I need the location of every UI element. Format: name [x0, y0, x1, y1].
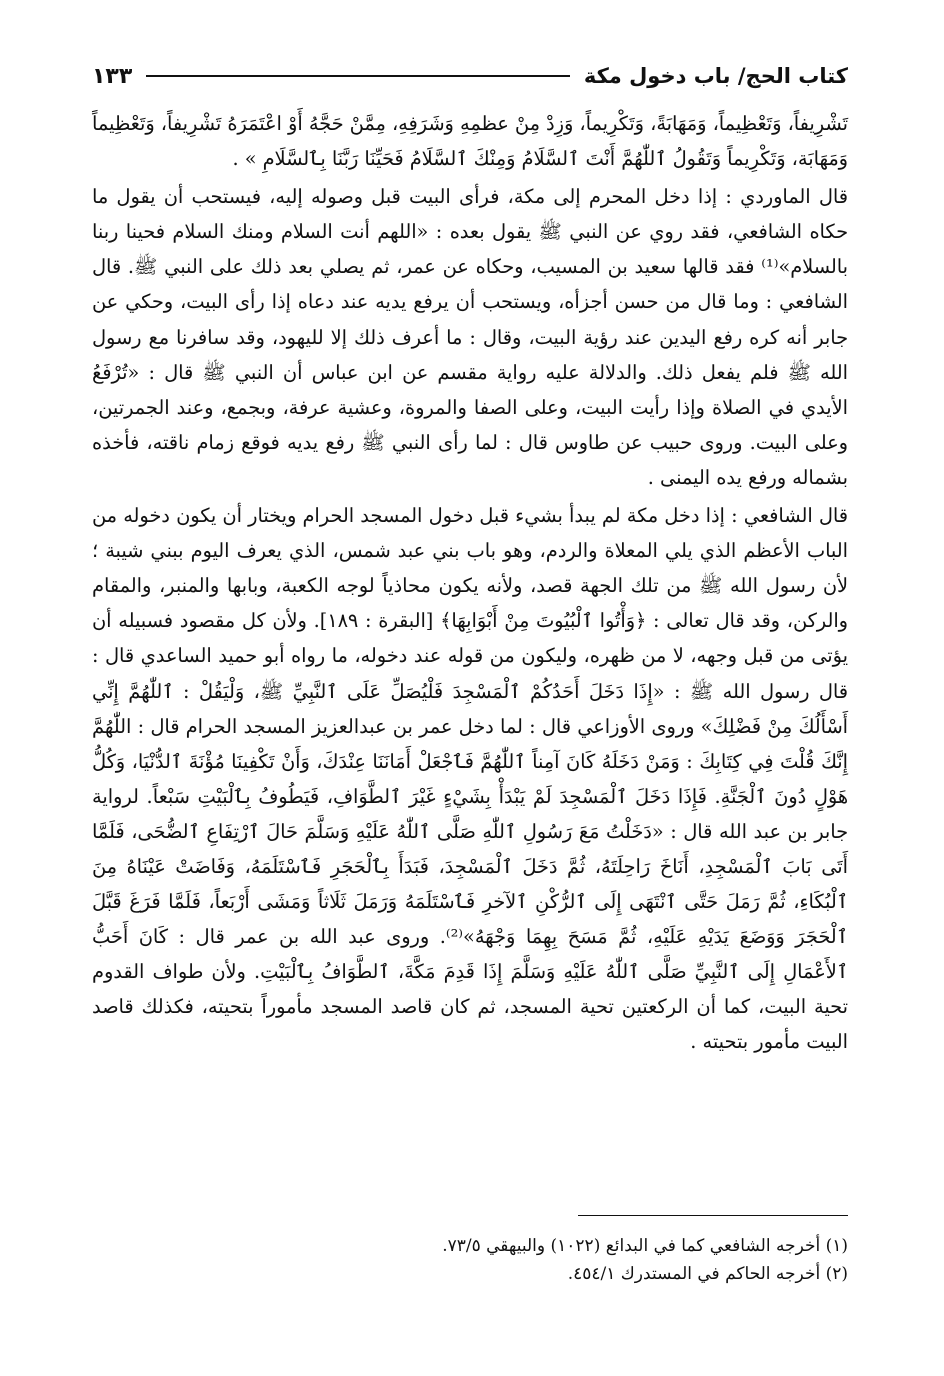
footnote: (١) أخرجه الشافعي كما في البدائع (١٠٢٢) والبيهقي ٧٣/٥.	[442, 1236, 848, 1256]
footnote: (٢) أخرجه الحاكم في المستدرك ٤٥٤/١.	[567, 1264, 848, 1284]
paragraph: قال الماوردي : إذا دخل المحرم إلى مكة، فرأى البيت قبل وصوله إليه، فيستحب أن يقول ما حكاه الشافعي، فقد روي عن النبي ﷺ يقول بعده : «اللهم أنت السلام ومنك السلام فحينا ربنا بالسلام»⁽¹⁾ فقد قالها سعيد بن المسيب، وحكاه عن عمر، ثم يصلي بعد ذلك على النبي ﷺ. قال الشافعي : وما قال من حسن أجزأه، ويستحب أن يرفع يديه عند دعاه إذا رأى البيت، وحكي عن جابر أنه كره رفع اليدين عند رؤية البيت، وقال : ما أعرف ذلك إلا لليهود، وقد سافرنا مع رسول الله ﷺ فلم يفعل ذلك. والدلالة عليه رواية مقسم عن ابن عباس أن النبي ﷺ قال : «تُرْفَعُ الأيدي في الصلاة وإذا رأيت البيت، وعلى الصفا والمروة، وعشية عرفة، وبجمع، وعند الجمرتين، وعلى البيت. وروى حبيب عن طاوس قال : لما رأى النبي ﷺ رفع يديه فوقع زمام ناقته، فأخذه بشماله ورفع يده اليمنى .	[92, 185, 848, 489]
chapter-title: كتاب الحج/ باب دخول مكة	[583, 64, 848, 88]
paragraph: قال الشافعي : إذا دخل مكة لم يبدأ بشيء قبل دخول المسجد الحرام ويختار أن يكون دخوله من الباب الأعظم الذي يلي المعلاة والردم، وهو باب بني عبد شمس، الذي يعرف اليوم ببني شيبة ؛ لأن رسول الله ﷺ من تلك الجهة قصد، ولأنه يكون محاذياً لوجه الكعبة، وبابها والمنبر، والمقام والركن، وقد قال تعالى : ﴿وَأْتُوا ٱلْبُيُوتَ مِنْ أَبْوَابِهَا﴾ [البقرة : ١٨٩]. ولأن كل مقصود فسبيله أن يؤتى من قبل وجهه، لا من ظهره، وليكون من قوله عند دخوله، ما رواه أبو حميد الساعدي قال : قال رسول الله ﷺ : «إِذَا دَخَلَ أَحَدُكُمْ ٱلْمَسْجِدَ فَلْيُصَلِّ عَلَى ٱلنَّبِيِّ ﷺ، وَلْيَقُلْ : ٱللّٰهُمَّ إِنِّي أَسْأَلُكَ مِنْ فَضْلِكَ» وروى الأوزاعي قال : لما دخل عمر بن عبدالعزيز المسجد الحرام قال : اللّٰهُمَّ إِنَّكَ قُلْتَ فِي كِتَابِكَ : وَمَنْ دَخَلَهُ كَانَ آمِناً ٱللّٰهُمَّ فَٱجْعَلْ أَمَانَنَا عِنْدَكَ، وَأَنْ تَكْفِينَا مُؤْنَةَ ٱلدُّنْيَا، وَكُلُّ هَوْلٍ دُونَ ٱلْجَنَّةِ. فَإِذَا دَخَلَ ٱلْمَسْجِدَ لَمْ يَبْدَأْ بِشَيْءٍ غَيْرَ ٱلطَّوَافِ، فَيَطُوفُ بِٱلْبَيْتِ سَبْعاً. لرواية جابر بن عبد الله قال : «دَخَلْتُ مَعَ رَسُولِ ٱللّٰهِ صَلَّى ٱللّٰهُ عَلَيْهِ وَسَلَّمَ حَالَ ٱرْتِفَاعِ ٱلضُّحَى، فَلَمَّا أَتَى بَابَ ٱلْمَسْجِدِ، أَنَاخَ رَاحِلَتَهُ، ثُمَّ دَخَلَ ٱلْمَسْجِدَ، فَبَدَأَ بِٱلْحَجَرِ فَٱسْتَلَمَهُ، وَفَاضَتْ عَيْنَاهُ مِنَ ٱلْبُكَاءِ، ثُمَّ رَمَلَ حَتَّى ٱنْتَهَى إِلَى ٱلرُّكْنِ ٱلآخرِ فَٱسْتَلَمَهُ وَرَمَلَ ثَلَاثاً وَمَشَى أَرْبَعاً، فَلَمَّا فَرَغَ قَبَّلَ ٱلْحَجَرَ وَوَضَعَ يَدَيْهِ عَلَيْهِ، ثُمَّ مَسَحَ بِهِمَا وَجْهَهُ»⁽²⁾. وروى عبد الله بن عمر قال : كَانَ أَحَبُّ ٱلأَعْمَالِ إِلَى ٱلنَّبِيِّ صَلَّى ٱللّٰهُ عَلَيْهِ وَسَلَّمَ إِذَا قَدِمَ مَكَّةَ، ٱلطَّوَافُ بِٱلْبَيْتِ. ولأن طواف القدوم تحية البيت، كما أن الركعتين تحية المسجد، ثم كان قاصد المسجد مأموراً بتحيته، فكذلك قاصد البيت مأمور بتحيته .	[92, 504, 848, 1054]
header-rule	[146, 75, 570, 77]
footnotes	[92, 1232, 848, 1288]
page-number: ١٣٣	[92, 63, 133, 89]
main-text	[92, 106, 848, 1060]
paragraph: تَشْرِيفاً، وَتَعْظِيماً، وَمَهَابَةً، وَتَكْرِيماً، وَزِدْ مِنْ عظمِهِ وَشَرَفِهِ، مِمَّنْ حَجَّهُ أَوْ اعْتَمَرَهُ تَشْرِيفاً، وَتَعْظِيماً وَمَهَابَة، وَتَكْرِيماً وَتَقُولُ ٱللّٰهُمَّ أَنْتَ ٱلسَّلَامُ وَمِنْكَ ٱلسَّلَامُ فَحَيِّنَا رَبَّنَا بِٱلسَّلَامِ » .	[92, 112, 848, 171]
running-header	[92, 58, 848, 94]
footnote-divider	[578, 1215, 848, 1216]
